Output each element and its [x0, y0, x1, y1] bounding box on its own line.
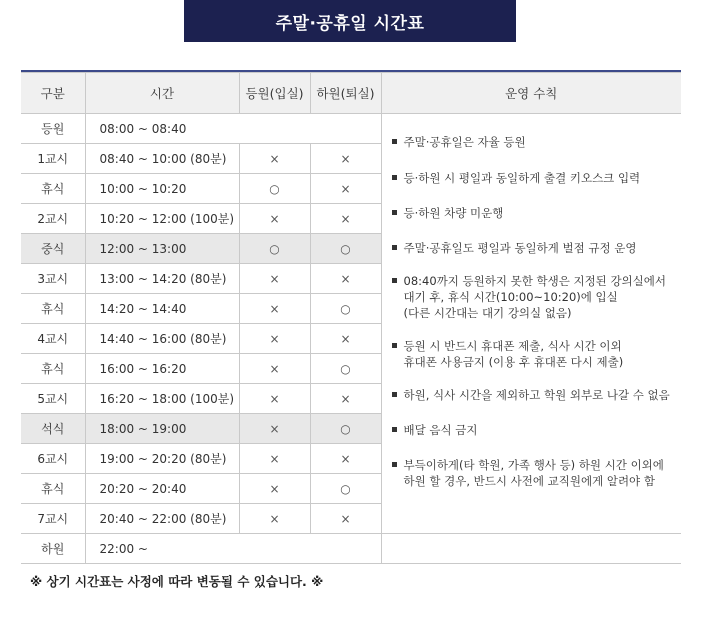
rules-cell — [381, 114, 681, 534]
rule-item — [392, 240, 674, 256]
cell-check-out: × — [310, 324, 381, 354]
cell-time: 14:40 ~ 16:00 (80분) — [85, 324, 239, 354]
rule-text: 배달 음식 금지 — [403, 423, 478, 437]
rule-item — [392, 205, 674, 221]
cell-gubun: 2교시 — [21, 204, 85, 234]
cell-check-out: × — [310, 144, 381, 174]
cell-time: 18:00 ~ 19:00 — [85, 414, 239, 444]
rule-text: 주말·공휴일은 자율 등원 — [403, 135, 526, 149]
cell-time: 08:40 ~ 10:00 (80분) — [85, 144, 239, 174]
rule-text: 하원, 식사 시간을 제외하고 학원 외부로 나갈 수 없음 — [403, 388, 670, 402]
rule-text: 등·하원 차량 미운행 — [403, 206, 504, 220]
cell-gubun: 중식 — [21, 234, 85, 264]
cell-time: 16:00 ~ 16:20 — [85, 354, 239, 384]
header-check-in: 등원(입실) — [239, 73, 310, 114]
cell-time: 08:00 ~ 08:40 — [85, 114, 381, 144]
cell-check-in: × — [239, 384, 310, 414]
schedule-table-wrapper — [21, 70, 681, 564]
table-header-row — [21, 73, 681, 114]
rule-item — [392, 273, 674, 321]
cell-check-in: × — [239, 474, 310, 504]
cell-check-out: ○ — [310, 234, 381, 264]
header-rules: 운영 수칙 — [381, 73, 681, 114]
page-title: 주말·공휴일 시간표 — [184, 0, 516, 42]
cell-check-in: × — [239, 264, 310, 294]
cell-check-out: × — [310, 444, 381, 474]
rules-blank-cell — [381, 534, 681, 564]
cell-check-out: × — [310, 174, 381, 204]
schedule-table — [21, 72, 681, 564]
rule-item — [392, 422, 674, 438]
cell-gubun: 등원 — [21, 114, 85, 144]
cell-gubun: 7교시 — [21, 504, 85, 534]
header-time: 시간 — [85, 73, 239, 114]
cell-check-out: × — [310, 384, 381, 414]
cell-time: 16:20 ~ 18:00 (100분) — [85, 384, 239, 414]
cell-check-in: × — [239, 414, 310, 444]
cell-gubun: 5교시 — [21, 384, 85, 414]
square-bullet-icon — [392, 139, 397, 144]
rule-item — [392, 338, 674, 370]
cell-check-in: ○ — [239, 234, 310, 264]
rule-item — [392, 387, 674, 403]
cell-check-out: × — [310, 264, 381, 294]
footnote: ※ 상기 시간표는 사정에 따라 변동될 수 있습니다. ※ — [30, 574, 324, 589]
square-bullet-icon — [392, 278, 397, 283]
cell-check-out: ○ — [310, 474, 381, 504]
cell-check-in: × — [239, 324, 310, 354]
rule-item — [392, 134, 674, 150]
cell-check-in: ○ — [239, 174, 310, 204]
cell-gubun: 하원 — [21, 534, 85, 564]
cell-check-out: ○ — [310, 354, 381, 384]
rule-text: 등원 시 반드시 휴대폰 제출, 식사 시간 이외 휴대폰 사용금지 (이용 후 휴대폰 다시 제출) — [403, 339, 624, 369]
square-bullet-icon — [392, 462, 397, 467]
cell-check-in: × — [239, 444, 310, 474]
cell-check-out: ○ — [310, 294, 381, 324]
table-row — [21, 534, 681, 564]
cell-gubun: 1교시 — [21, 144, 85, 174]
cell-time: 12:00 ~ 13:00 — [85, 234, 239, 264]
rule-text: 주말·공휴일도 평일과 동일하게 벌점 규정 운영 — [403, 241, 637, 255]
cell-gubun: 휴식 — [21, 474, 85, 504]
cell-gubun: 석식 — [21, 414, 85, 444]
cell-check-in: × — [239, 204, 310, 234]
cell-check-out: ○ — [310, 414, 381, 444]
cell-time: 10:20 ~ 12:00 (100분) — [85, 204, 239, 234]
rule-item — [392, 457, 674, 489]
cell-check-in: × — [239, 144, 310, 174]
rule-item — [392, 170, 674, 186]
cell-gubun: 휴식 — [21, 174, 85, 204]
square-bullet-icon — [392, 175, 397, 180]
cell-time: 19:00 ~ 20:20 (80분) — [85, 444, 239, 474]
cell-time: 14:20 ~ 14:40 — [85, 294, 239, 324]
header-gubun: 구분 — [21, 73, 85, 114]
rule-text: 등·하원 시 평일과 동일하게 출결 키오스크 입력 — [403, 171, 641, 185]
square-bullet-icon — [392, 210, 397, 215]
cell-check-in: × — [239, 504, 310, 534]
cell-check-out: × — [310, 504, 381, 534]
rule-text: 08:40까지 등원하지 못한 학생은 지정된 강의실에서 대기 후, 휴식 시간(10:00~10:20)에 입실 (다른 시간대는 대기 강의실 없음) — [403, 274, 666, 320]
cell-gubun: 4교시 — [21, 324, 85, 354]
rule-text: 부득이하게(타 학원, 가족 행사 등) 하원 시간 이외에 하원 할 경우, 반드시 사전에 교직원에게 알려야 함 — [403, 458, 664, 488]
cell-gubun: 휴식 — [21, 294, 85, 324]
cell-time: 22:00 ~ — [85, 534, 381, 564]
cell-gubun: 휴식 — [21, 354, 85, 384]
square-bullet-icon — [392, 245, 397, 250]
cell-check-in: × — [239, 354, 310, 384]
square-bullet-icon — [392, 392, 397, 397]
cell-time: 13:00 ~ 14:20 (80분) — [85, 264, 239, 294]
cell-time: 20:20 ~ 20:40 — [85, 474, 239, 504]
cell-check-in: × — [239, 294, 310, 324]
square-bullet-icon — [392, 343, 397, 348]
table-row — [21, 114, 681, 144]
cell-gubun: 6교시 — [21, 444, 85, 474]
cell-gubun: 3교시 — [21, 264, 85, 294]
cell-check-out: × — [310, 204, 381, 234]
cell-time: 10:00 ~ 10:20 — [85, 174, 239, 204]
header-check-out: 하원(퇴실) — [310, 73, 381, 114]
square-bullet-icon — [392, 427, 397, 432]
cell-time: 20:40 ~ 22:00 (80분) — [85, 504, 239, 534]
